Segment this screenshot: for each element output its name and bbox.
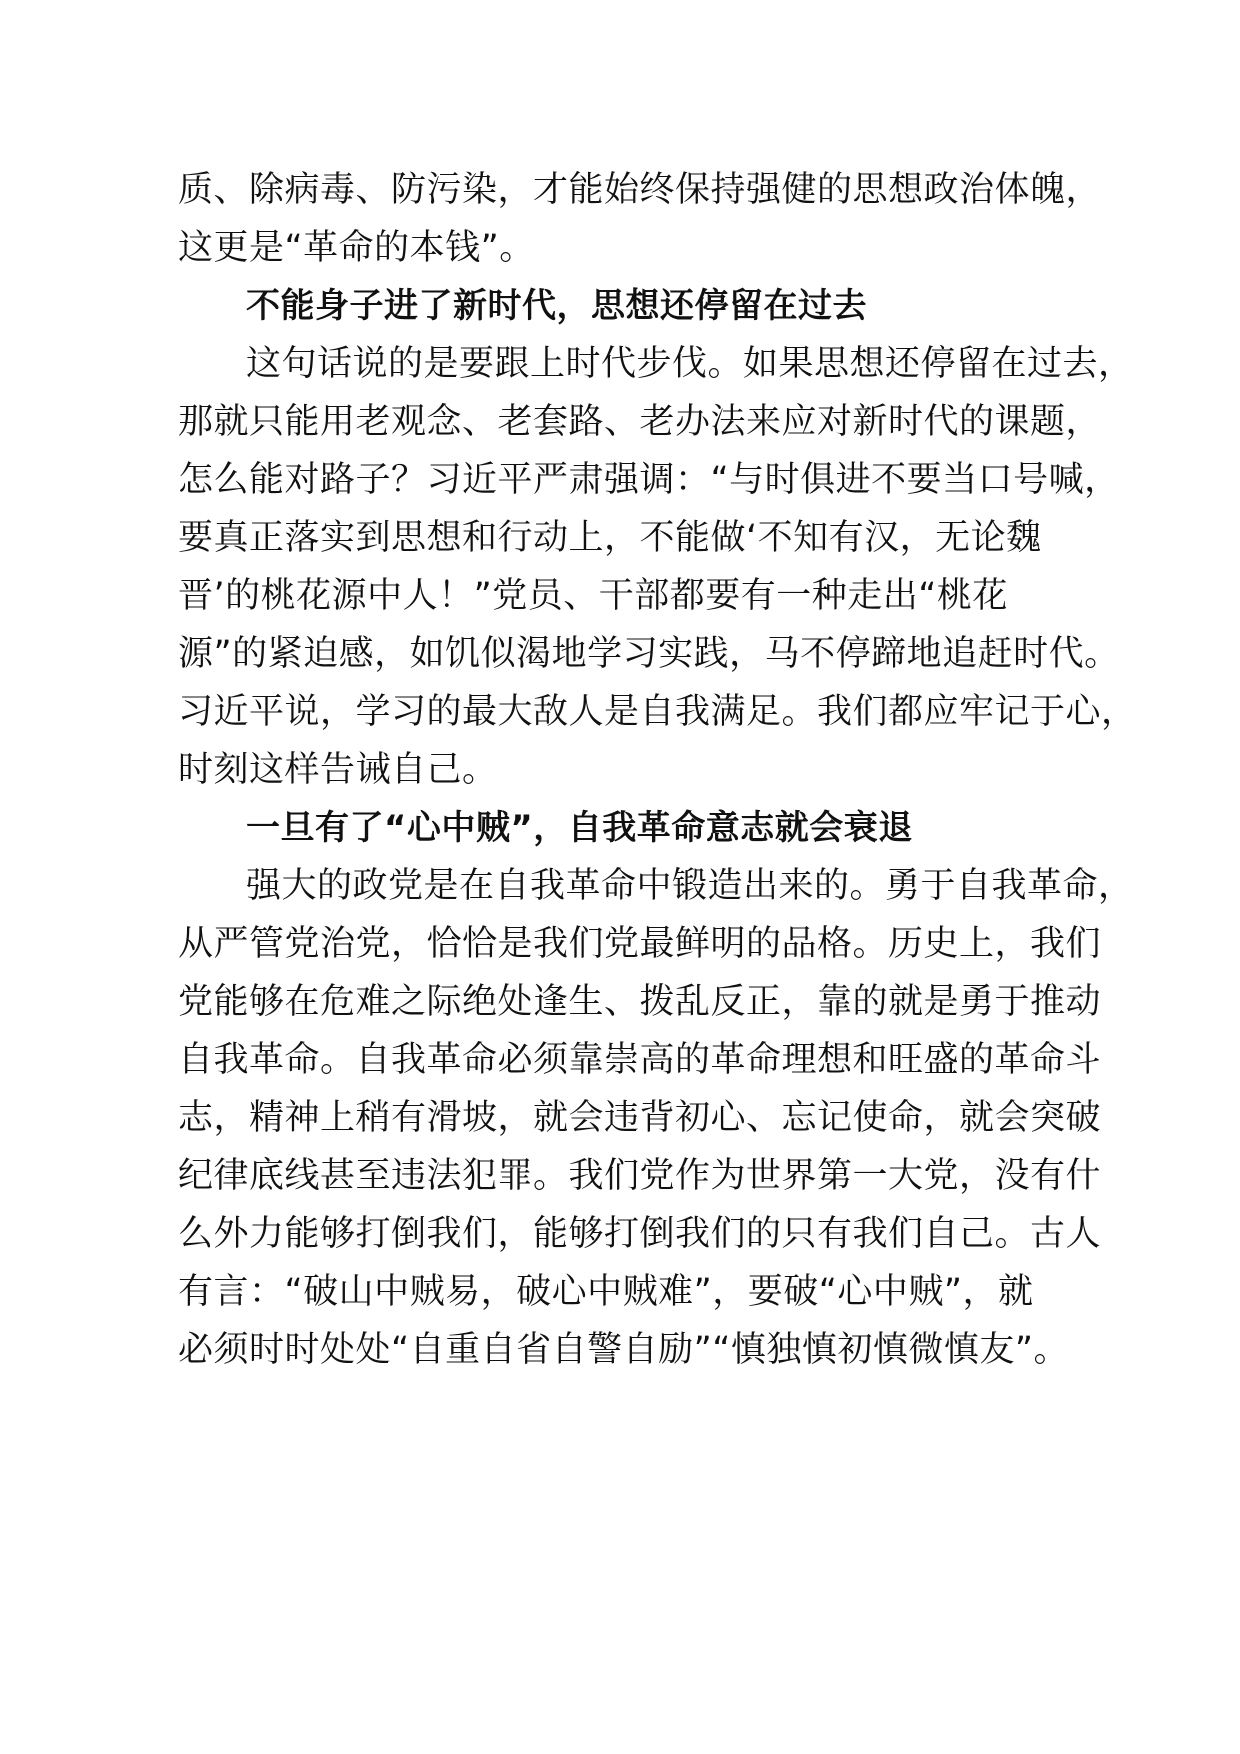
body-text-line: 党能够在危难之际绝处逢生、拨乱反正，靠的就是勇于推动 — [178, 982, 1102, 1022]
paragraph-first-line: 这句话说的是要跟上时代步伐。如果思想还停留在过去， — [246, 344, 1134, 384]
body-text-line: 志，精神上稍有滑坡，就会违背初心、忘记使命，就会突破 — [178, 1098, 1102, 1138]
body-text-line: 习近平说，学习的最大敌人是自我满足。我们都应牢记于心， — [178, 692, 1137, 732]
body-text-line: 要真正落实到思想和行动上，不能做‘不知有汉，无论魏 — [178, 518, 1042, 558]
body-text-line: 怎么能对路子？习近平严肃强调：“与时俱进不要当口号喊， — [178, 460, 1120, 500]
body-text-line: 源”的紧迫感，如饥似渴地学习实践，马不停蹄地追赶时代。 — [178, 634, 1120, 674]
body-text-line: 么外力能够打倒我们，能够打倒我们的只有我们自己。古人 — [178, 1214, 1102, 1254]
body-text-line: 从严管党治党，恰恰是我们党最鲜明的品格。历史上，我们 — [178, 924, 1102, 964]
body-text-line: 晋’的桃花源中人！”党员、干部都要有一种走出“桃花 — [178, 576, 1008, 616]
body-text-line: 质、除病毒、防污染，才能始终保持强健的思想政治体魄， — [178, 170, 1102, 210]
section-heading: 一旦有了“心中贼”，自我革命意志就会衰退 — [246, 808, 913, 848]
body-text-line: 纪律底线甚至违法犯罪。我们党作为世界第一大党，没有什 — [178, 1156, 1102, 1196]
section-heading: 不能身子进了新时代，思想还停留在过去 — [246, 286, 867, 326]
body-text-line: 这更是“革命的本钱”。 — [178, 228, 535, 268]
paragraph-first-line: 强大的政党是在自我革命中锻造出来的。勇于自我革命， — [246, 866, 1134, 906]
body-text-line: 那就只能用老观念、老套路、老办法来应对新时代的课题， — [178, 402, 1102, 442]
body-text-line: 必须时时处处“自重自省自警自励”“慎独慎初慎微慎友”。 — [178, 1330, 1070, 1370]
body-text-line: 时刻这样告诫自己。 — [178, 750, 498, 790]
body-text-line: 自我革命。自我革命必须靠崇高的革命理想和旺盛的革命斗 — [178, 1040, 1102, 1080]
body-text-line: 有言：“破山中贼易，破心中贼难”，要破“心中贼”，就 — [178, 1272, 1034, 1312]
